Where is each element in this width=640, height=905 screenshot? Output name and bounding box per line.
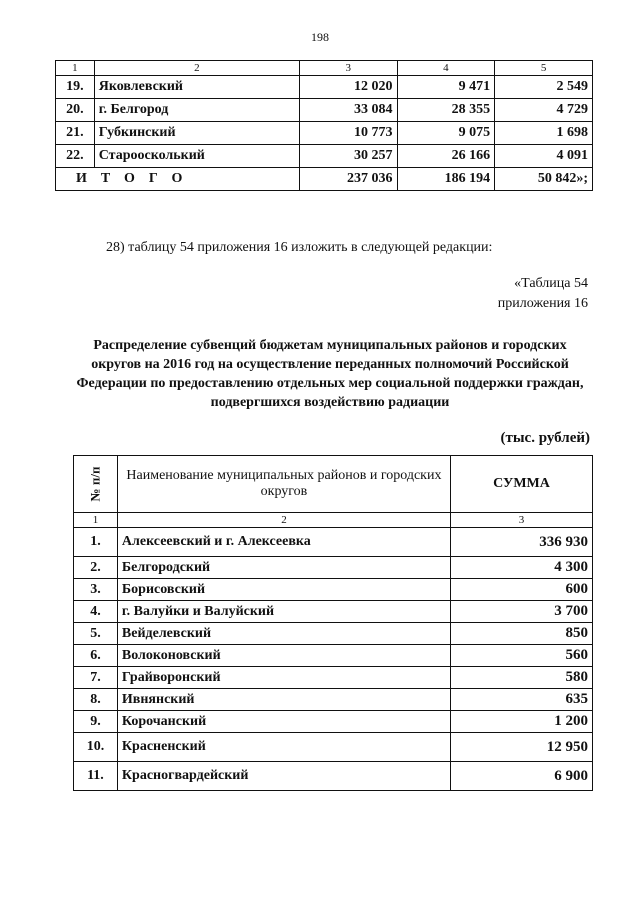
table-header-row: [56, 61, 593, 76]
row-name: Алексеевский и г. Алексеевка: [117, 528, 450, 557]
row-col5: 4 091: [495, 145, 593, 168]
total-row: [56, 168, 593, 191]
subvention-table: [73, 455, 593, 791]
table-row: [74, 762, 593, 791]
header-cell: 5: [495, 61, 593, 76]
table-row: [74, 528, 593, 557]
table-row: [74, 711, 593, 733]
header-cell: 4: [397, 61, 495, 76]
row-amount: 600: [451, 579, 593, 601]
row-name: Грайворонский: [117, 667, 450, 689]
row-amount: 635: [451, 689, 593, 711]
previous-table-continuation: [55, 60, 593, 191]
row-name: Вейделевский: [117, 623, 450, 645]
row-amount: 6 900: [451, 762, 593, 791]
row-col3: 30 257: [299, 145, 397, 168]
row-number: 7.: [74, 667, 118, 689]
row-name: Корочанский: [117, 711, 450, 733]
total-col3: 237 036: [299, 168, 397, 191]
total-label: ИТОГО: [56, 168, 300, 191]
row-amount: 850: [451, 623, 593, 645]
table-row: [74, 623, 593, 645]
table-note-line2: приложения 16: [497, 296, 588, 311]
table-row: [56, 122, 593, 145]
row-col4: 9 075: [397, 122, 495, 145]
row-amount: 580: [451, 667, 593, 689]
row-name: Губкинский: [94, 122, 299, 145]
table-row: [74, 689, 593, 711]
table-note-line1: «Таблица 54: [514, 276, 588, 291]
row-name: Красненский: [117, 733, 450, 762]
row-number: 1.: [74, 528, 118, 557]
row-name: Староосколький: [94, 145, 299, 168]
units-label: (тыс. рублей): [500, 430, 590, 446]
row-col3: 12 020: [299, 76, 397, 99]
column-index-row: [74, 513, 593, 528]
row-name: г. Валуйки и Валуйский: [117, 601, 450, 623]
row-number: 5.: [74, 623, 118, 645]
row-col4: 9 471: [397, 76, 495, 99]
table-row: [74, 557, 593, 579]
row-number: 11.: [74, 762, 118, 791]
total-col4: 186 194: [397, 168, 495, 191]
header-cell: 3: [299, 61, 397, 76]
index-cell: 1: [74, 513, 118, 528]
row-amount: 12 950: [451, 733, 593, 762]
row-name: Яковлевский: [94, 76, 299, 99]
row-amount: 560: [451, 645, 593, 667]
table-row: [74, 645, 593, 667]
index-cell: 3: [451, 513, 593, 528]
table-header-row: [74, 456, 593, 513]
row-name: Красногвардейский: [117, 762, 450, 791]
row-col3: 33 084: [299, 99, 397, 122]
table-row: [74, 667, 593, 689]
row-amount: 1 200: [451, 711, 593, 733]
row-col5: 2 549: [495, 76, 593, 99]
table-row: [74, 601, 593, 623]
row-name: г. Белгород: [94, 99, 299, 122]
page-number: 198: [311, 30, 329, 44]
row-col4: 26 166: [397, 145, 495, 168]
header-sum: СУММА: [451, 456, 593, 513]
row-number: 21.: [56, 122, 95, 145]
row-amount: 336 930: [451, 528, 593, 557]
row-number: 9.: [74, 711, 118, 733]
table-row: [56, 145, 593, 168]
row-name: Ивнянский: [117, 689, 450, 711]
header-cell: 2: [94, 61, 299, 76]
row-number: 3.: [74, 579, 118, 601]
header-name: Наименование муниципальных районов и городских округов: [117, 456, 450, 513]
header-number: № п/п: [74, 456, 118, 513]
row-number: 10.: [74, 733, 118, 762]
row-name: Волоконовский: [117, 645, 450, 667]
row-col4: 28 355: [397, 99, 495, 122]
row-number: 8.: [74, 689, 118, 711]
row-number: 20.: [56, 99, 95, 122]
row-amount: 3 700: [451, 601, 593, 623]
row-name: Белгородский: [117, 557, 450, 579]
table-row: [56, 76, 593, 99]
row-number: 4.: [74, 601, 118, 623]
row-number: 6.: [74, 645, 118, 667]
row-number: 2.: [74, 557, 118, 579]
row-amount: 4 300: [451, 557, 593, 579]
table-row: [56, 99, 593, 122]
row-col3: 10 773: [299, 122, 397, 145]
table-heading: Распределение субвенций бюджетам муниципальных районов и городских округов на 2016 год на осуществление переданных полномочий Российской Федерации по предоставлению отдельных мер социальной поддержки граждан, подвергшихся воздействию радиации: [76, 338, 584, 410]
row-number: 22.: [56, 145, 95, 168]
index-cell: 2: [117, 513, 450, 528]
row-number: 19.: [56, 76, 95, 99]
row-col5: 1 698: [495, 122, 593, 145]
header-cell: 1: [56, 61, 95, 76]
instruction-paragraph: 28) таблицу 54 приложения 16 изложить в следующей редакции:: [106, 240, 493, 255]
table-row: [74, 733, 593, 762]
row-name: Борисовский: [117, 579, 450, 601]
table-row: [74, 579, 593, 601]
row-col5: 4 729: [495, 99, 593, 122]
total-col5: 50 842»;: [495, 168, 593, 191]
